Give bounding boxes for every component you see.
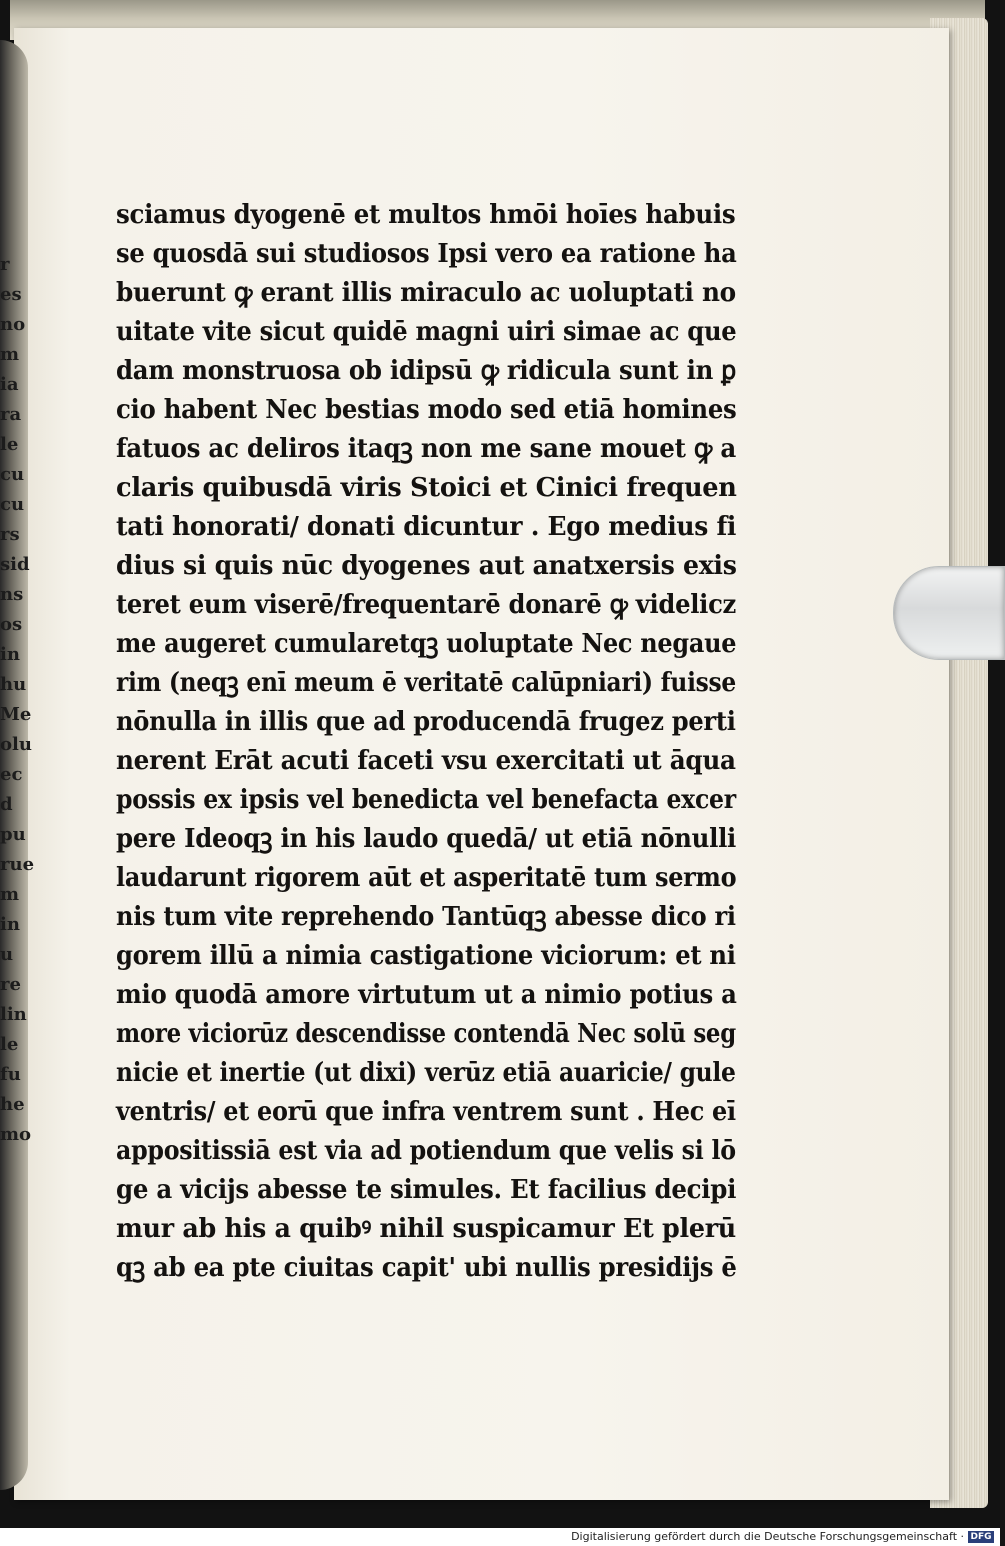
text-line: laudarunt rigorem aūt et asperitatē tum sermo [116, 863, 737, 893]
text-line: claris quibusdā viris Stoici et Cinici frequen [116, 473, 737, 503]
incunabula-text-block [116, 196, 736, 1288]
facing-page-text-fragments: r es no m ia ra le cu cu rs sid ns os in hu Me olu ec d pu rue m in u re lin le fu he mo [0, 254, 35, 1145]
text-line: teret eum viserē/frequentarē donarē ꝙ videlicz [116, 590, 737, 620]
text-line: appositissiā est via ad potiendum que velis si lō [116, 1136, 736, 1166]
dfg-logo: DFG [968, 1531, 994, 1543]
text-line: me augeret cumularetqꝫ uoluptate Nec negaue [116, 629, 737, 659]
text-line: more viciorūz descendisse contendā Nec solū seg [116, 1019, 736, 1049]
text-line: uitate vite sicut quidē magni uiri simae ac que [116, 317, 737, 347]
text-line: buerunt ꝙ erant illis miraculo ac uoluptati no [116, 278, 736, 308]
text-line: nerent Erāt acuti faceti vsu exercitati ut āqua [116, 746, 736, 776]
text-line: dam monstruosa ob idipsū ꝙ ridicula sunt in ꝑ [116, 356, 737, 386]
text-line: mur ab his a quibꝰ nihil suspicamur Et plerū [116, 1214, 736, 1244]
text-line: possis ex ipsis vel benedicta vel benefacta excer [116, 785, 736, 815]
funding-credit: Digitalisierung gefördert durch die Deutsche Forschungsgemeinschaft · [571, 1530, 964, 1543]
text-line: pere Ideoqꝫ in his laudo quedā/ ut etiā nōnulli [116, 824, 737, 854]
text-line: mio quodā amore virtutum ut a nimio potius a [116, 980, 737, 1010]
text-line: cio habent Nec bestias modo sed etiā homines [116, 395, 737, 425]
text-line: nicie et inertie (ut dixi) verūz etiā auaricie/ gule [116, 1058, 736, 1088]
text-line: tati honorati/ donati dicuntur . Ego medius fi [116, 512, 737, 542]
text-line: se quosdā sui studiosos Ipsi vero ea ratione ha [116, 239, 737, 269]
text-line: qꝫ ab ea pte ciuitas capit' ubi nullis presidijs ē [116, 1253, 737, 1283]
text-line: sciamus dyogenē et multos hmōi hoīes habuis [116, 200, 736, 230]
page-clip [893, 566, 1005, 660]
text-line: dius si quis nūc dyogenes aut anatxersis exis [116, 551, 737, 581]
text-line: nōnulla in illis que ad producendā frugez perti [116, 707, 736, 737]
text-line: nis tum vite reprehendo Tantūqꝫ abesse dico ri [116, 902, 736, 932]
text-line: gorem illū a nimia castigatione viciorum: et ni [116, 941, 736, 971]
text-line: ge a vicijs abesse te simules. Et facilius decipi [116, 1175, 737, 1205]
text-line: rim (neqꝫ enī meum ē veritatē calūpniari) fuisse [116, 668, 736, 698]
text-line: fatuos ac deliros itaqꝫ non me sane mouet ꝙ a [116, 434, 736, 464]
text-line: ventris/ et eorū que infra ventrem sunt . Hec eī [116, 1097, 736, 1127]
